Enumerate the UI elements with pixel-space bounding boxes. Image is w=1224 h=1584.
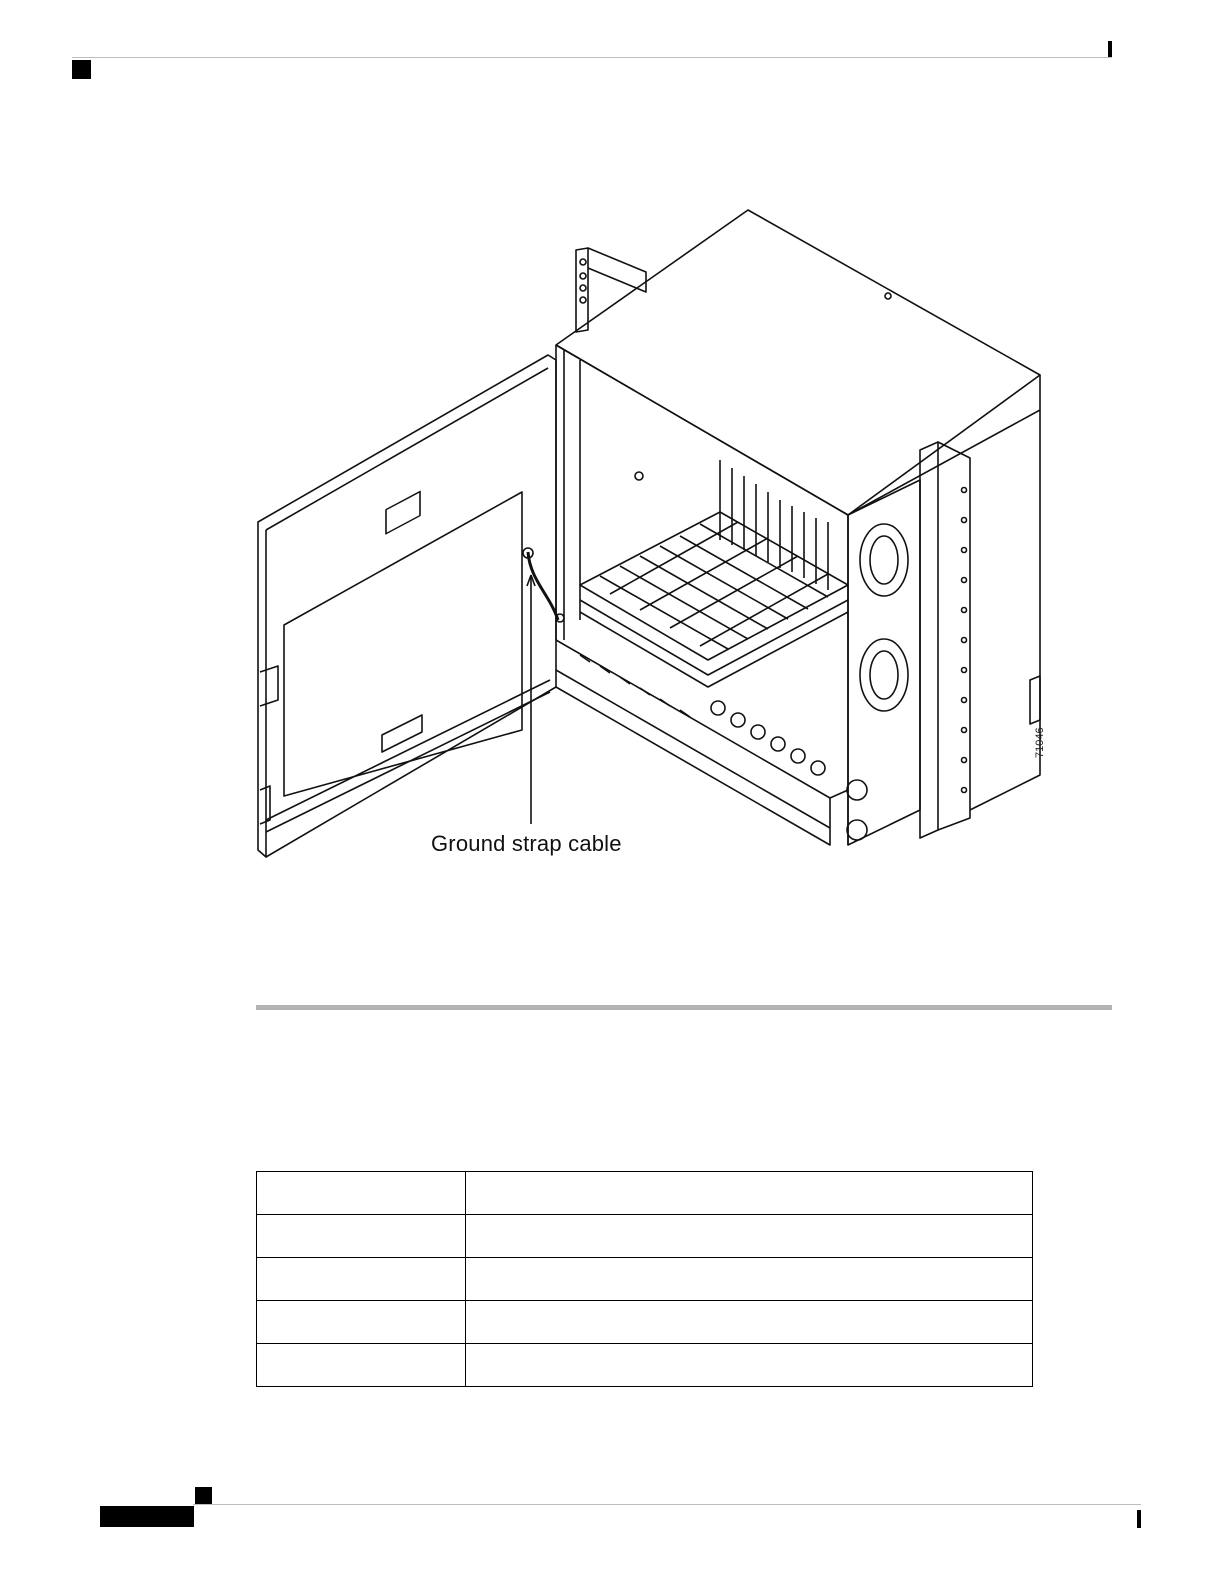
table-cell: [466, 1172, 1033, 1215]
figure-id: 71046: [1034, 727, 1046, 758]
table-cell: [257, 1215, 466, 1258]
table-cell: [257, 1172, 466, 1215]
spec-table: [256, 1171, 1033, 1387]
table-row: [257, 1172, 1033, 1215]
table-row: [257, 1301, 1033, 1344]
header-tick: [1108, 41, 1112, 57]
table-cell: [257, 1258, 466, 1301]
table-cell: [466, 1258, 1033, 1301]
table-cell: [257, 1301, 466, 1344]
footer-page-tab: [100, 1506, 194, 1527]
table-cell: [466, 1215, 1033, 1258]
footer-tick: [1137, 1510, 1141, 1528]
header-marker: [72, 60, 91, 79]
chassis-figure: [250, 200, 1070, 880]
header-rule: [72, 57, 1112, 58]
section-divider: [256, 1005, 1112, 1010]
table-row: [257, 1258, 1033, 1301]
callout-label: Ground strap cable: [431, 831, 622, 856]
table-cell: [466, 1344, 1033, 1387]
table-cell: [466, 1301, 1033, 1344]
footer-marker: [195, 1487, 212, 1504]
table-row: [257, 1215, 1033, 1258]
footer-rule: [193, 1504, 1141, 1505]
chassis-illustration: [250, 200, 1070, 880]
table-cell: [257, 1344, 466, 1387]
table-row: [257, 1344, 1033, 1387]
